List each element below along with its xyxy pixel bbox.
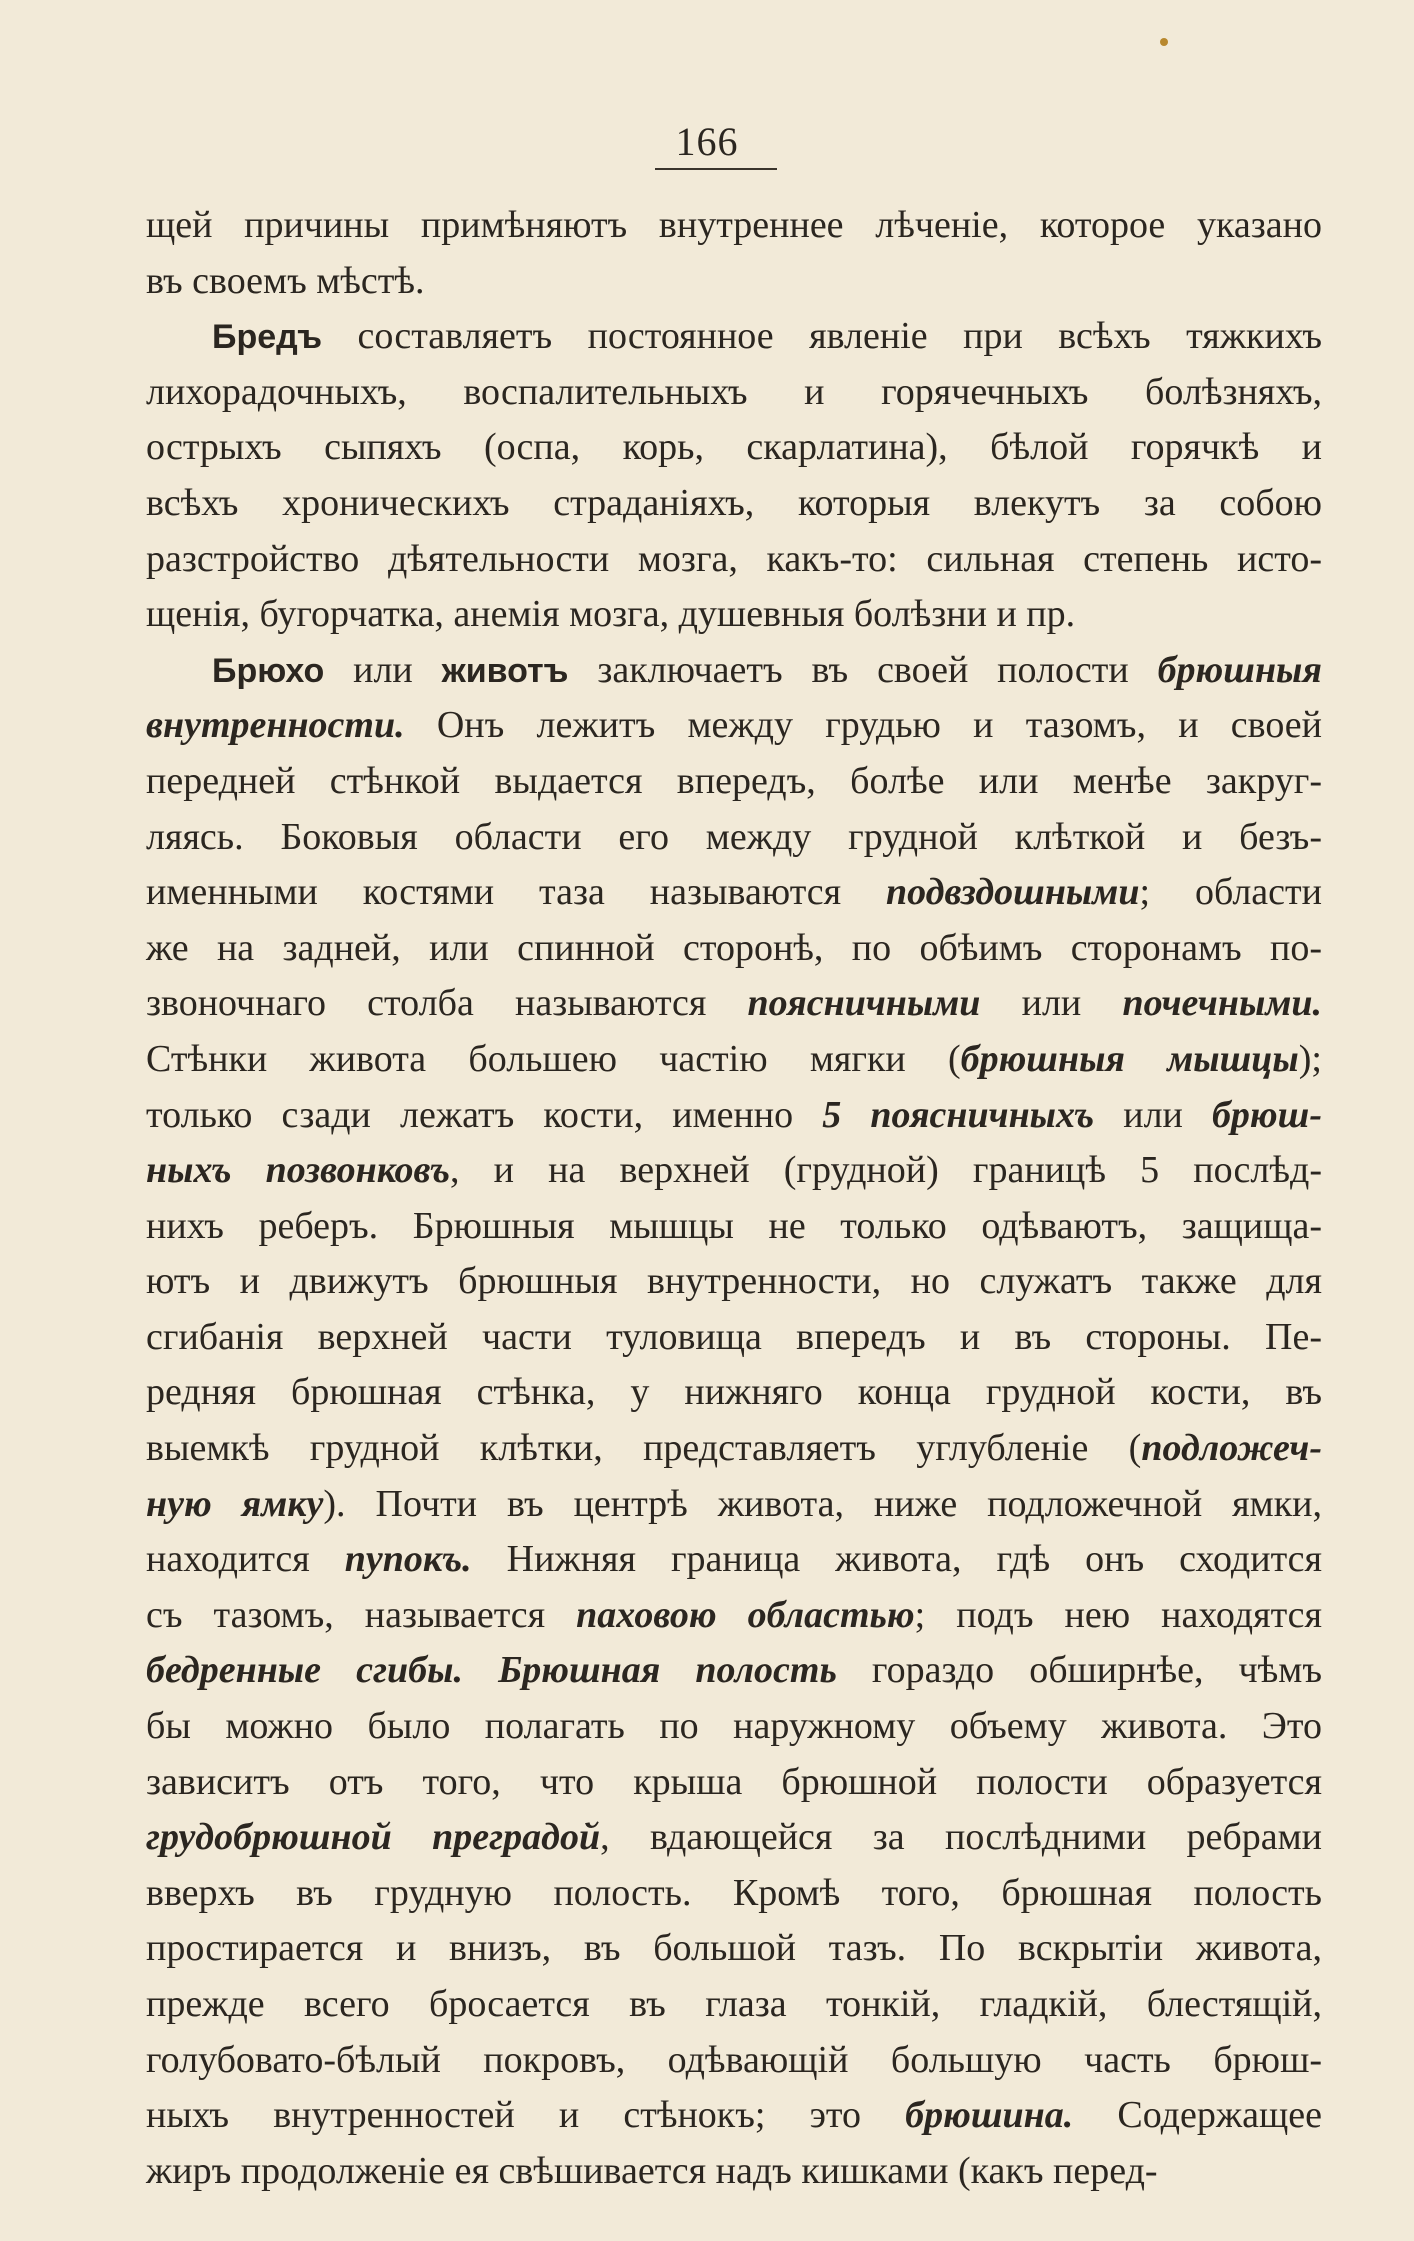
text-line (146, 1088, 1322, 1144)
text-line (146, 1643, 1322, 1699)
text-line (146, 1810, 1322, 1866)
text-line (146, 1254, 1322, 1310)
italic-term: подложеч- (1141, 1427, 1322, 1470)
text-run: лихорадочныхъ, воспалительныхъ и горячечныхъ болѣзняхъ, (146, 370, 1322, 413)
text-run: сгибанія верхней части туловища впередъ и въ стороны. Пе- (146, 1315, 1322, 1358)
text-run: съ тазомъ, называется (146, 1593, 577, 1636)
text-line (146, 1921, 1322, 1977)
text-line (146, 1032, 1322, 1088)
italic-term: бедренные сгибы. Брюшная полость (146, 1649, 837, 1692)
italic-term: 5 поясничныхъ (822, 1093, 1095, 1136)
text-run: бы можно было полагать по наружному объему живота. Это (146, 1705, 1322, 1748)
text-run: острыхъ сыпяхъ (оспа, корь, скарлатина), бѣлой горячкѣ и (146, 426, 1322, 469)
text-run: заключаетъ въ своей полости (568, 648, 1158, 691)
text-line (146, 365, 1322, 421)
italic-term: паховою областью (576, 1593, 915, 1636)
text-run: звоночнаго столба называются (146, 982, 748, 1025)
italic-term: брюшныя (1157, 648, 1322, 691)
text-line (146, 810, 1322, 866)
text-line (146, 254, 1322, 310)
text-line (146, 1143, 1322, 1199)
text-line (146, 1588, 1322, 1644)
page-number: 166 (675, 119, 739, 164)
bold-term: животъ (441, 651, 569, 690)
bold-term: Бредъ (212, 318, 323, 357)
text-run: ; области (1139, 871, 1322, 914)
text-line (146, 2088, 1322, 2144)
text-run: Содержащее (1073, 2094, 1322, 2137)
text-run: Нижняя граница живота, гдѣ онъ сходится (471, 1538, 1322, 1581)
text-run: же на задней, или спинной сторонѣ, по обѣимъ сторонамъ по- (146, 926, 1322, 969)
text-line (146, 1421, 1322, 1477)
italic-term: грудобрюшной преградой (146, 1816, 601, 1859)
text-run: разстройство дѣятельности мозга, какъ-то: сильная степень исто- (146, 537, 1322, 580)
text-run: всѣхъ хроническихъ страданіяхъ, которыя влекутъ за собою (146, 481, 1322, 524)
italic-term: внутренности. (146, 704, 405, 747)
text-line (146, 698, 1322, 754)
text-run: въ своемъ мѣстѣ. (146, 259, 425, 302)
text-run: прежде всего бросается въ глаза тонкій, гладкій, блестящій, (146, 1983, 1322, 2025)
italic-term: брюшина. (905, 2094, 1074, 2137)
text-line (146, 587, 1322, 643)
text-run: голубовато-бѣлый покровъ, одѣвающій большую часть брюш- (146, 2038, 1322, 2081)
text-run: составляетъ постоянное явленіе при всѣхъ тяжкихъ (322, 315, 1322, 358)
text-run: Онъ лежитъ между грудью и тазомъ, и своей (404, 704, 1322, 747)
text-run: простирается и внизъ, въ большой тазъ. По вскрытіи живота, (146, 1927, 1322, 1970)
italic-term: подвздошными (886, 871, 1140, 914)
text-run: ); (1298, 1037, 1322, 1080)
text-run: зависитъ отъ того, что крыша брюшной полости образуется (146, 1760, 1322, 1803)
text-line (146, 476, 1322, 532)
text-line (146, 1755, 1322, 1811)
text-run: редняя брюшная стѣнка, у нижняго конца грудной кости, въ (146, 1371, 1322, 1414)
italic-term: ныхъ позвонковъ (146, 1149, 451, 1192)
text-line (146, 1866, 1322, 1922)
italic-term: брюш- (1211, 1093, 1322, 1136)
text-line (146, 643, 1322, 699)
text-run: , и на верхней (грудной) границѣ 5 послѣд- (450, 1149, 1322, 1192)
text-run: только сзади лежатъ кости, именно (146, 1093, 823, 1136)
text-line (146, 1977, 1322, 2033)
text-line (146, 1532, 1322, 1588)
bold-term: Брюхо (212, 651, 325, 690)
italic-term: почечными. (1122, 982, 1322, 1025)
text-run: ; подъ нею находятся (914, 1593, 1323, 1636)
text-line (146, 921, 1322, 977)
text-line (146, 1199, 1322, 1255)
text-run: ляясь. Боковыя области его между грудной клѣткой и безъ- (146, 815, 1322, 858)
text-run: или (980, 982, 1123, 1025)
text-run: гораздо обширнѣе, чѣмъ (836, 1649, 1322, 1692)
text-line (146, 1365, 1322, 1421)
ink-spot (1160, 38, 1168, 46)
text-run: или (1094, 1093, 1212, 1136)
text-run: ныхъ внутренностей и стѣнокъ; это (146, 2094, 906, 2137)
italic-term: ную ямку (146, 1482, 324, 1525)
text-run: щей причины примѣняютъ внутреннее лѣченіе, которое указано (146, 204, 1322, 246)
text-run: именными костями таза называются (146, 871, 887, 914)
text-line (146, 976, 1322, 1032)
text-line (146, 198, 1322, 254)
text-line (146, 2033, 1322, 2089)
body-text (146, 198, 1322, 2199)
text-line (146, 1699, 1322, 1755)
italic-term: пупокъ. (344, 1538, 472, 1581)
text-line (146, 865, 1322, 921)
text-line (146, 420, 1322, 476)
text-run: ). Почти въ центрѣ живота, ниже подложечной ямки, (323, 1482, 1322, 1525)
text-run: жиръ продолженіе ея свѣшивается надъ кишками (какъ перед- (146, 2149, 1158, 2192)
text-line (146, 2144, 1322, 2200)
text-run: выемкѣ грудной клѣтки, представляетъ углубленіе ( (146, 1427, 1142, 1470)
text-run: , вдающейся за послѣдними ребрами (600, 1816, 1323, 1859)
text-line (146, 309, 1322, 365)
text-line (146, 1310, 1322, 1366)
italic-term: брюшныя мышцы (960, 1037, 1299, 1080)
text-run: Стѣнки живота большею частію мягки ( (146, 1037, 961, 1080)
text-run: ютъ и движутъ брюшныя внутренности, но служатъ также для (146, 1260, 1322, 1303)
text-run: находится (146, 1538, 345, 1581)
italic-term: поясничными (747, 982, 981, 1025)
text-run: передней стѣнкой выдается впередъ, болѣе или менѣе закруг- (146, 759, 1322, 802)
text-line (146, 754, 1322, 810)
text-run: нихъ реберъ. Брюшныя мышцы не только одѣваютъ, защища- (146, 1204, 1322, 1247)
page-number-rule (655, 168, 777, 170)
text-run: или (324, 648, 442, 691)
text-line (146, 1477, 1322, 1533)
text-run: щенія, бугорчатка, анемія мозга, душевныя болѣзни и пр. (146, 593, 1076, 636)
text-run: вверхъ въ грудную полость. Кромѣ того, брюшная полость (146, 1871, 1322, 1914)
text-line (146, 532, 1322, 588)
